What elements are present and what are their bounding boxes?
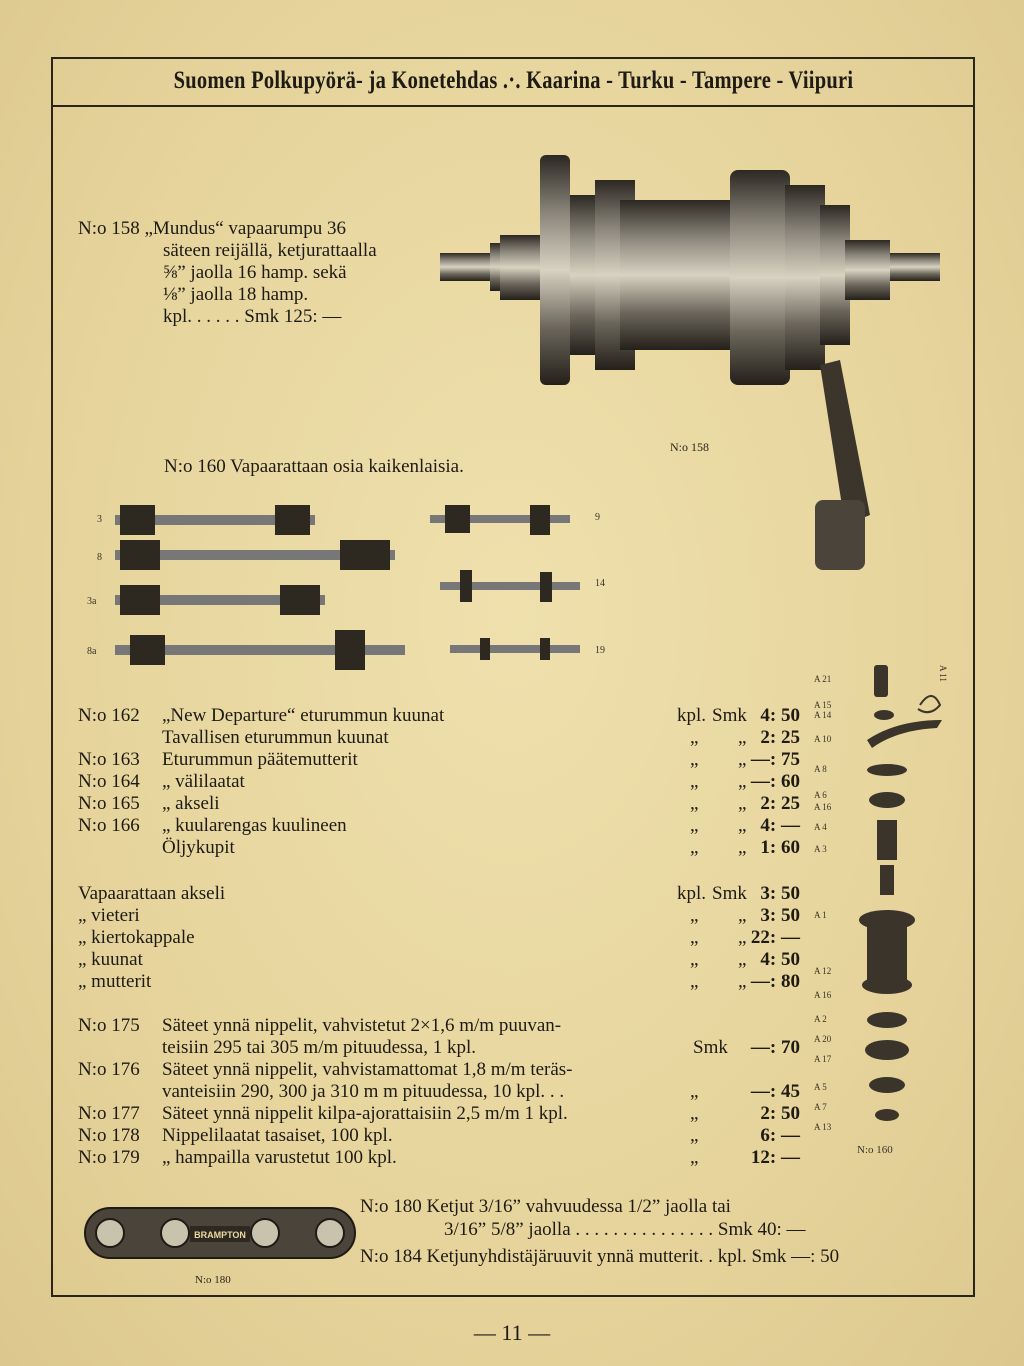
axle-parts-illustration [85,490,625,675]
list-item: Tavallisen eturummun kuunat „ „ 2: 25 [162,727,800,748]
list-item: N:o 178 Nippelilaatat tasaiset, 100 kpl. „ 6: — [78,1125,800,1146]
part-number-14: 14 [595,578,605,589]
exploded-label: A 13 [814,1122,832,1132]
hub-caption: N:o 158 [670,440,709,454]
item-158-line-1: N:o 158 „Mundus“ vapaarumpu 36 [78,218,347,239]
exploded-label: A 14 [814,710,832,720]
list-item-continued: teisiin 295 tai 305 m/m pituudessa, 1 kpl. Smk —: 70 [162,1037,800,1058]
list-item: N:o 165 „ akseli „ „ 2: 25 [78,793,800,814]
exploded-label: A 1 [814,910,827,920]
item-158-line-2: säteen reijällä, ketjurattaalla [163,240,377,261]
part-number-3a: 3a [87,596,97,607]
chain-description [360,1196,955,1268]
part-number-8a: 8a [87,646,97,657]
exploded-label: A 3 [814,844,827,854]
list-item: N:o 163 Eturummun päätemutterit „ „ —: 75 [78,749,800,770]
chain-line-1: N:o 180 Ketjut 3/16” vahvuudessa 1/2” jaolla tai [360,1196,731,1217]
item-158-line-3: ⅝” jaolla 16 hamp. sekä [163,262,347,283]
exploded-label: A 5 [814,1082,827,1092]
item-160-title: N:o 160 Vapaarattaan osia kaikenlaisia. [164,456,464,477]
list-item-continued: vanteisiin 290, 300 ja 310 m m pituudessa, 10 kpl. . . „ —: 45 [162,1081,800,1102]
chain-brand: BRAMPTON [194,1230,246,1240]
catalog-header [51,57,975,107]
exploded-label: A 11 [938,665,948,682]
chain-line-3: N:o 184 Ketjunyhdistäjäruuvit ynnä mutterit. . kpl. Smk —: 50 [360,1246,840,1267]
list-item: „ kuunat „ „ 4: 50 [78,949,800,970]
item-158-price-line: kpl. . . . . . Smk 125: — [163,306,342,327]
chain-caption: N:o 180 [195,1274,231,1286]
exploded-label: A 7 [814,1102,827,1112]
list-item: N:o 175 Säteet ynnä nippelit, vahvistetut 2×1,6 m/m puuvan- [78,1015,562,1036]
list-item: N:o 176 Säteet ynnä nippelit, vahvistamattomat 1,8 m/m teräs- [78,1059,573,1080]
exploded-label: A 16 [814,802,832,812]
exploded-freewheel-diagram [812,660,962,1160]
chain-line-2: 3/16” 5/8” jaolla . . . . . . . . . . . . . . . Smk 40: — [444,1219,806,1240]
list-item: Vapaarattaan akseli kpl. Smk 3: 50 [78,883,800,904]
list-item: N:o 177 Säteet ynnä nippelit kilpa-ajorattaisiin 2,5 m/m 1 kpl. „ 2: 50 [78,1103,800,1124]
exploded-label: A 21 [814,674,832,684]
list-item: N:o 162 „New Departure“ eturummun kuunat kpl. Smk 4: 50 [78,705,800,726]
exploded-caption: N:o 160 [857,1144,893,1156]
list-item: N:o 179 „ hampailla varustetut 100 kpl. „ 12: — [78,1147,800,1168]
list-item: „ kiertokappale „ „ 22: — [78,927,800,948]
list-item: Öljykupit „ „ 1: 60 [162,837,800,858]
list-item: „ mutterit „ „ —: 80 [78,971,800,992]
item-158-description [78,218,377,328]
header-title: Suomen Polkupyörä- ja Konetehdas .·. Kaarina - Turku - Tampere - Viipuri [173,67,853,94]
exploded-label: A 4 [814,822,827,832]
exploded-label: A 6 [814,790,827,800]
exploded-label: A 8 [814,764,827,774]
list-item: N:o 166 „ kuularengas kuulineen „ „ 4: — [78,815,800,836]
part-number-9: 9 [595,512,600,523]
exploded-label: A 15 [814,700,832,710]
part-number-8: 8 [97,552,102,563]
exploded-label: A 16 [814,990,832,1000]
exploded-label: A 17 [814,1054,832,1064]
chain-illustration [80,1188,360,1288]
list-item: „ vieteri „ „ 3: 50 [78,905,800,926]
part-number-19: 19 [595,645,605,656]
page-number: — 11 — [473,1320,551,1345]
list-item: N:o 164 „ välilaatat „ „ —: 60 [78,771,800,792]
exploded-label: A 10 [814,734,832,744]
exploded-label: A 2 [814,1014,827,1024]
item-158-line-4: ⅛” jaolla 18 hamp. [163,284,309,305]
part-number-3: 3 [97,514,102,525]
exploded-label: A 12 [814,966,832,976]
exploded-label: A 20 [814,1034,832,1044]
